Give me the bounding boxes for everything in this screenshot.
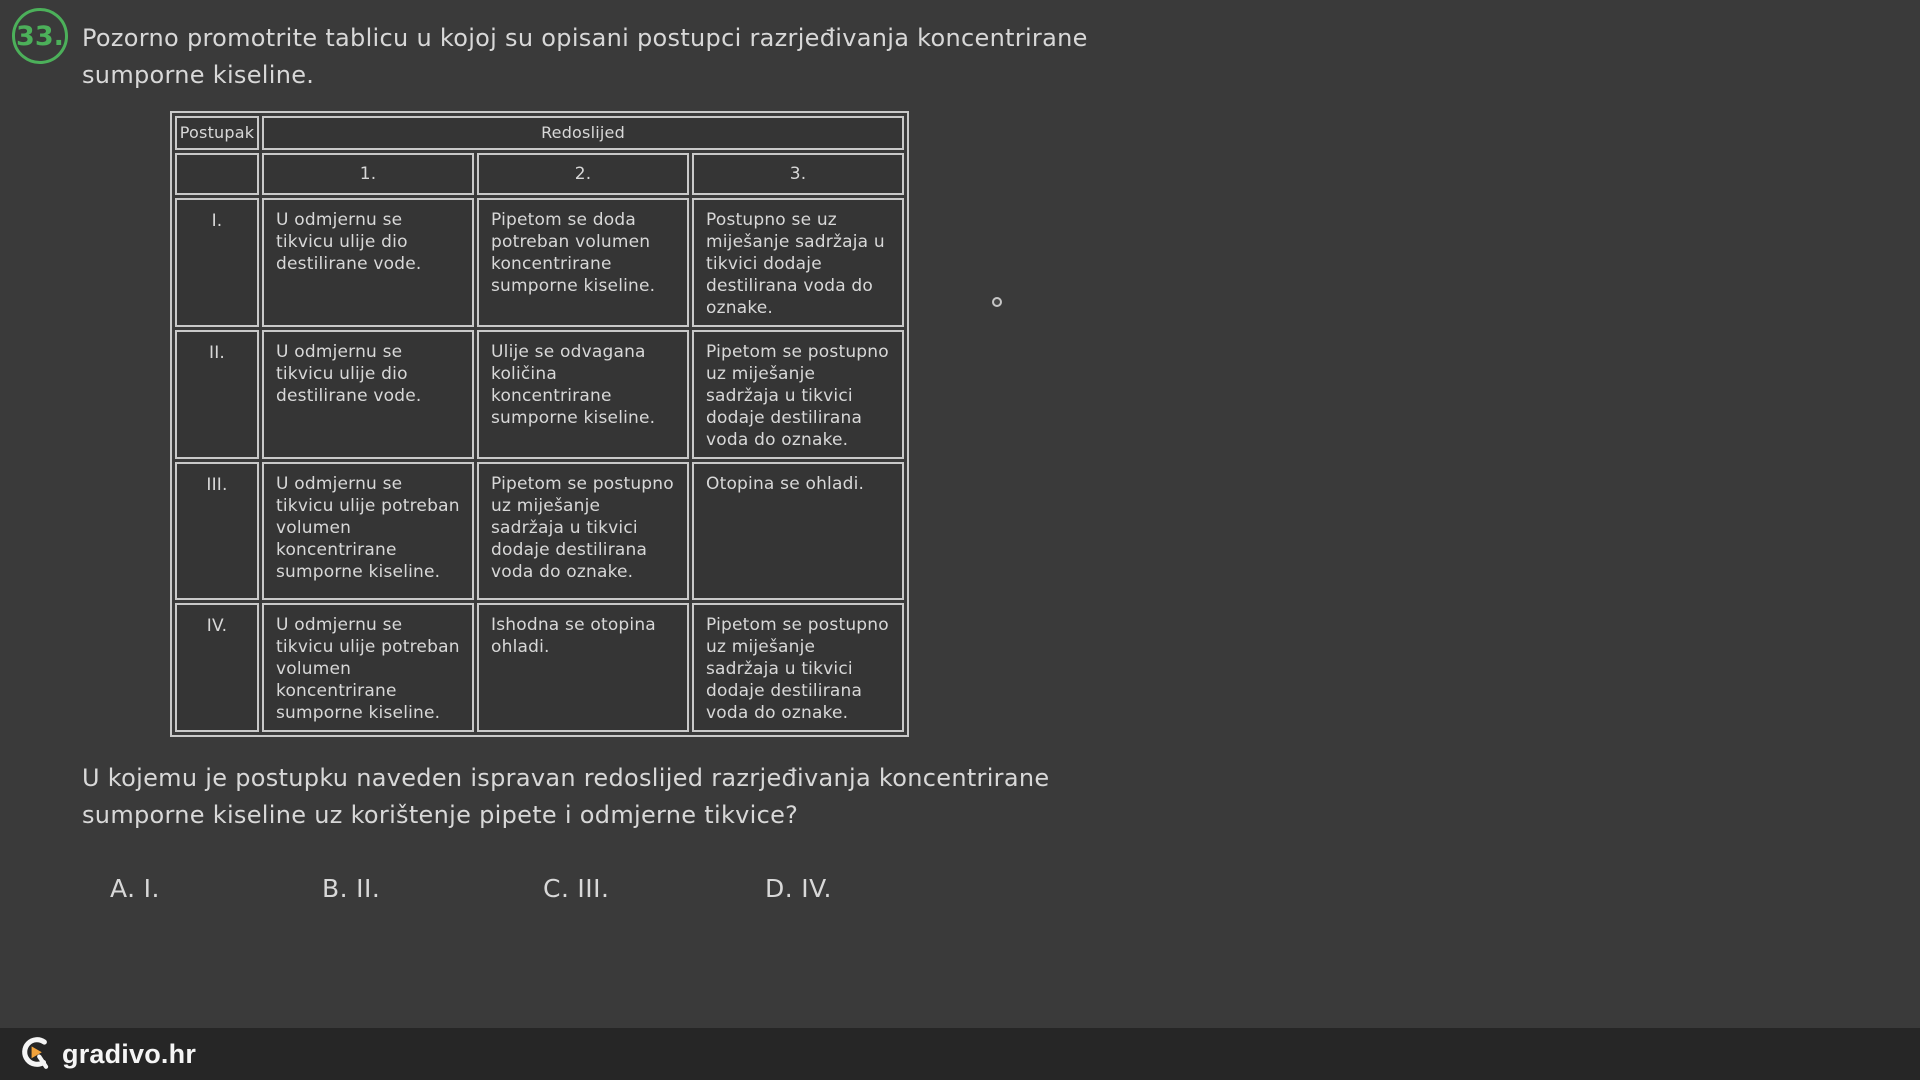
brand-name: gradivo.hr	[62, 1038, 197, 1069]
table-subheader-row	[175, 153, 904, 195]
question-intro: Pozorno promotrite tablicu u kojoj su opisani postupci razrjeđivanja koncentrirane sumporne kiseline.	[82, 24, 1088, 89]
step-cell: Pipetom se postupno uz miješanje sadržaja u tikvici dodaje destilirana voda do oznake.	[692, 603, 904, 732]
question-prompt: U kojemu je postupku naveden ispravan redoslijed razrjeđivanja koncentrirane sumporne kiseline uz korištenje pipete i odmjerne tikvice?	[82, 764, 1050, 829]
row-label: III.	[175, 462, 259, 600]
step-cell: U odmjernu se tikvicu ulije dio destilirane vode.	[262, 330, 474, 459]
answer-letter: A.	[110, 874, 136, 903]
cursor-dot	[992, 297, 1002, 307]
gradivo-logo-icon	[18, 1034, 52, 1074]
answer-label: III.	[577, 874, 610, 903]
table-row	[175, 603, 904, 732]
answer-option-c[interactable]	[543, 874, 609, 903]
step-cell: U odmjernu se tikvicu ulije potreban volumen koncentrirane sumporne kiseline.	[262, 462, 474, 600]
step-cell: Pipetom se doda potreban volumen koncentrirane sumporne kiseline.	[477, 198, 689, 327]
question-number: 33.	[16, 20, 64, 52]
row-label: IV.	[175, 603, 259, 732]
answer-options	[0, 874, 1200, 914]
table-row	[175, 198, 904, 327]
step-cell: Ishodna se otopina ohladi.	[477, 603, 689, 732]
answer-label: IV.	[801, 874, 832, 903]
order-header-2: 2.	[477, 153, 689, 195]
step-cell: U odmjernu se tikvicu ulije dio destilirane vode.	[262, 198, 474, 327]
row-label: II.	[175, 330, 259, 459]
answer-label: II.	[356, 874, 381, 903]
table-header-row	[175, 116, 904, 150]
answer-option-d[interactable]	[765, 874, 832, 903]
step-cell: Pipetom se postupno uz miješanje sadržaja u tikvici dodaje destilirana voda do oznake.	[477, 462, 689, 600]
row-label: I.	[175, 198, 259, 327]
answer-letter: C.	[543, 874, 570, 903]
order-header-1: 1.	[262, 153, 474, 195]
footer-bar	[0, 1028, 1920, 1080]
step-cell: Pipetom se postupno uz miješanje sadržaja u tikvici dodaje destilirana voda do oznake.	[692, 330, 904, 459]
answer-letter: D.	[765, 874, 794, 903]
order-header-3: 3.	[692, 153, 904, 195]
answer-option-b[interactable]	[322, 874, 380, 903]
question-number-badge	[9, 5, 71, 67]
answer-letter: B.	[322, 874, 349, 903]
answer-option-a[interactable]	[110, 874, 160, 903]
answer-label: I.	[143, 874, 160, 903]
step-cell: Postupno se uz miješanje sadržaja u tikvici dodaje destilirana voda do oznake.	[692, 198, 904, 327]
step-cell: Ulije se odvagana količina koncentrirane sumporne kiseline.	[477, 330, 689, 459]
col-header-postupak: Postupak	[175, 116, 259, 150]
step-cell: Otopina se ohladi.	[692, 462, 904, 600]
procedure-table	[170, 111, 909, 737]
table-row	[175, 462, 904, 600]
step-cell: U odmjernu se tikvicu ulije potreban volumen koncentrirane sumporne kiseline.	[262, 603, 474, 732]
table-row	[175, 330, 904, 459]
empty-header-cell	[175, 153, 259, 195]
col-header-redoslijed: Redoslijed	[262, 116, 904, 150]
